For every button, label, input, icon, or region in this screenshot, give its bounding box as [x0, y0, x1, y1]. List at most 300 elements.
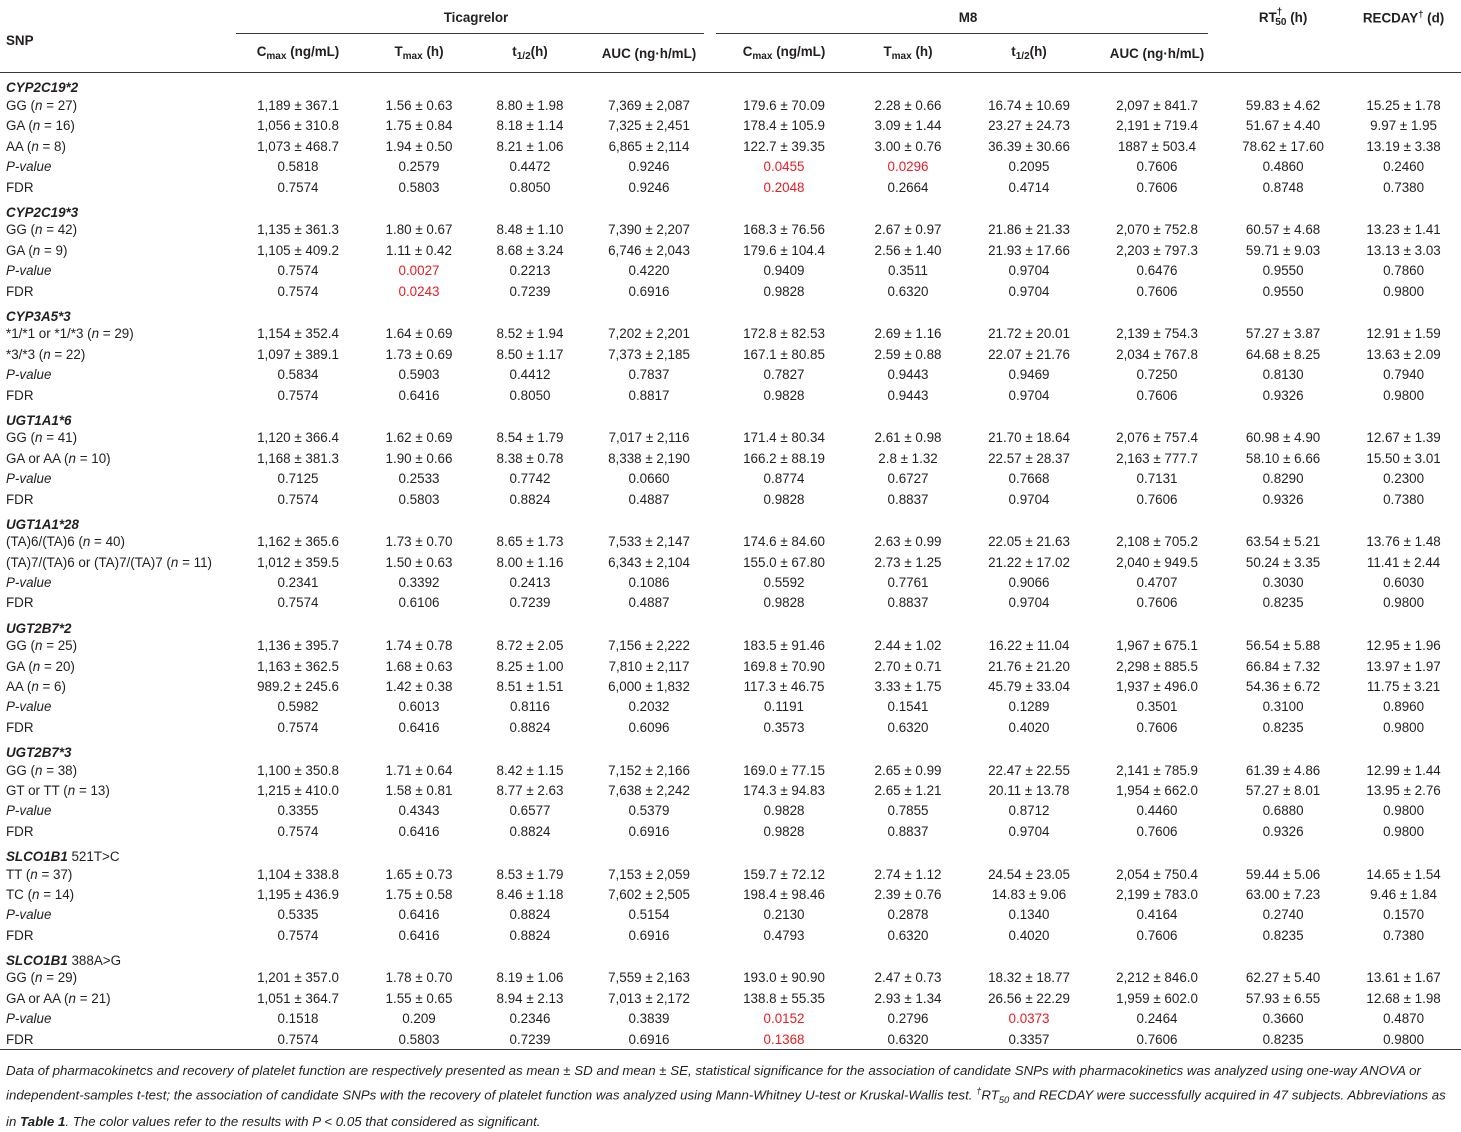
table-cell: 0.7239 — [478, 1029, 582, 1050]
table-cell: 1,937 ± 496.0 — [1116, 679, 1198, 695]
row-label — [0, 717, 236, 737]
table-row — [0, 136, 1461, 156]
table-cell: 57.27 ± 8.01 — [1245, 782, 1321, 798]
row-label-text: *1/*1 or *1/*3 ( — [6, 326, 92, 342]
table-cell: 7,369 ± 2,087 — [608, 98, 690, 114]
row-label-count: = 27) — [42, 98, 78, 114]
table-cell: 6,746 ± 2,043 — [608, 242, 690, 258]
row-label-n: n — [35, 762, 43, 778]
table-footnote: Data of pharmacokinetcs and recovery of platelet function are respectively presented as mean ± SD and mean ± SE, statistical significance for the association of candidate SNPs with pharmacokinetics was analyzed using one-way ANOVA or independent-samples t-test; the association of candidate SNPs with the recovery of platelet function was analyzed using Mann-Whitney U-test or Kruskal-Wallis test. $^\dagger RT_{50}$ and RECDAY were successfully acquired in 47 subjects. Abbreviations as in Table 1. The color values refer to the results with P < 0.05 that considered as significant. — [6, 1063, 1446, 1130]
table-cell: 59.83 ± 4.62 — [1245, 98, 1321, 114]
table-cell: 0.2579 — [398, 159, 440, 175]
snp-group-row — [0, 738, 1461, 760]
table-cell: 0.1340 — [1008, 907, 1050, 923]
row-label — [0, 593, 236, 613]
table-cell: 0.7574 — [277, 595, 319, 611]
table-cell: 0.8290 — [1262, 471, 1304, 487]
table-cell: 0.6916 — [628, 927, 670, 943]
row-label-text: FDR — [6, 595, 34, 611]
table-cell: 0.9704 — [1008, 823, 1050, 839]
table-cell: 2.65 ± 0.99 — [874, 762, 942, 778]
table-cell: 0.7860 — [1383, 263, 1425, 279]
row-label — [0, 884, 236, 904]
row-label-text: FDR — [6, 179, 34, 195]
table-cell: 0.8824 — [509, 491, 551, 507]
row-label-count: = 29) — [42, 970, 78, 986]
snp-header: SNP — [6, 33, 34, 48]
row-label-n: n — [32, 886, 40, 902]
table-cell: 2,203 ± 797.3 — [1116, 242, 1198, 258]
table-cell: 1,195 ± 436.9 — [257, 886, 339, 902]
table-cell: 1,163 ± 362.5 — [257, 658, 339, 674]
table-cell: 2,034 ± 767.8 — [1116, 346, 1198, 362]
table-cell: 0.9326 — [1262, 387, 1304, 403]
table-cell: 2,097 ± 841.7 — [1116, 98, 1198, 114]
table-cell: 0.0243 — [398, 283, 440, 299]
table-cell: 0.7606 — [1136, 159, 1178, 175]
snp-group-row — [0, 73, 1461, 96]
table-cell: 21.72 ± 20.01 — [988, 326, 1070, 342]
table-cell: 0.6416 — [398, 907, 440, 923]
table-cell: 0.7574 — [277, 179, 319, 195]
table-cell: 8.51 ± 1.51 — [496, 679, 564, 695]
table-cell: 0.5834 — [277, 367, 319, 383]
row-label — [0, 905, 236, 925]
table-cell: 2.61 ± 0.98 — [874, 430, 942, 446]
table-cell: 1.58 ± 0.81 — [385, 782, 453, 798]
row-label-text: GG ( — [6, 762, 36, 778]
row-label — [0, 676, 236, 696]
table-row — [0, 1029, 1461, 1050]
table-cell: 0.9828 — [763, 491, 805, 507]
table-cell: 0.3660 — [1262, 1011, 1304, 1027]
table-cell: 1,136 ± 395.7 — [257, 638, 339, 654]
row-label — [0, 697, 236, 717]
table-cell: 0.0373 — [1008, 1011, 1050, 1027]
row-label-count: = 38) — [42, 762, 78, 778]
row-label — [0, 240, 236, 260]
table-cell: 0.7574 — [277, 263, 319, 279]
table-cell: 7,153 ± 2,059 — [608, 866, 690, 882]
table-cell: 2.74 ± 1.12 — [874, 866, 942, 882]
table-cell: 64.68 ± 8.25 — [1245, 346, 1321, 362]
table-cell: 0.9704 — [1008, 491, 1050, 507]
row-label-text: FDR — [6, 719, 34, 735]
table-cell: 7,638 ± 2,242 — [608, 782, 690, 798]
table-cell: 0.0660 — [628, 471, 670, 487]
table-row — [0, 281, 1461, 301]
row-label — [0, 636, 236, 656]
snp-group-row — [0, 613, 1461, 635]
table-cell: 1.50 ± 0.63 — [385, 554, 453, 570]
table-cell: 0.1368 — [716, 1029, 852, 1050]
row-label-text: (TA)7/(TA)6 or (TA)7/(TA)7 ( — [6, 554, 171, 570]
table-cell: 0.6880 — [1262, 803, 1304, 819]
table-cell: 0.7742 — [509, 471, 551, 487]
table-cell: 2.67 ± 0.97 — [874, 222, 942, 238]
table-cell: 0.8235 — [1262, 595, 1304, 611]
table-cell: 0.2048 — [763, 179, 805, 195]
snp-group-row — [0, 841, 1461, 863]
snp-group-name: UGT2B7*2 — [6, 620, 72, 636]
table-cell: 0.8235 — [1262, 927, 1304, 943]
table-cell: 60.57 ± 4.68 — [1245, 222, 1321, 238]
table-cell: 61.39 ± 4.86 — [1245, 762, 1321, 778]
snp-group-label — [0, 509, 1461, 531]
row-label-n: n — [35, 970, 43, 986]
table-cell: 2.65 ± 1.21 — [874, 782, 942, 798]
snp-group-suffix: 521T>C — [67, 848, 120, 864]
rt50-header: $RT^\dagger_{50}$ (h) — [1258, 6, 1308, 28]
table-cell: 0.5592 — [763, 575, 805, 591]
table-cell: 0.8817 — [628, 387, 670, 403]
table-row — [0, 656, 1461, 676]
snp-group-name: UGT1A1*6 — [6, 412, 72, 428]
row-label — [0, 177, 236, 197]
snp-group-label — [0, 73, 1461, 96]
table-cell: 13.13 ± 3.03 — [1366, 242, 1441, 258]
table-cell: 0.8235 — [1220, 1029, 1346, 1050]
tica-cmax-header: $C_{max}$ (ng/mL) — [256, 44, 340, 62]
row-label-text: GA ( — [6, 118, 33, 134]
table-row — [0, 261, 1461, 281]
table-cell: 174.3 ± 94.83 — [743, 782, 825, 798]
table-cell: 0.9246 — [628, 159, 670, 175]
table-cell: 7,602 ± 2,505 — [608, 886, 690, 902]
table-cell: 0.9828 — [763, 803, 805, 819]
table-cell: 167.1 ± 80.85 — [743, 346, 825, 362]
row-label-n: n — [67, 782, 76, 798]
table-cell: 8.53 ± 1.79 — [496, 866, 564, 882]
snp-group-name: SLCO1B1 — [6, 952, 68, 968]
table-cell: 3.00 ± 0.76 — [874, 138, 942, 154]
table-cell: 2.39 ± 0.76 — [874, 886, 942, 902]
table-cell: 7,559 ± 2,163 — [608, 970, 690, 986]
row-label-n: n — [170, 554, 179, 570]
row-label — [0, 261, 236, 281]
table-cell: 0.4220 — [628, 263, 670, 279]
table-cell: 0.1518 — [277, 1011, 319, 1027]
row-label-text: P-value — [6, 1011, 52, 1027]
table-cell: 0.5803 — [360, 1029, 478, 1050]
table-cell: 0.7380 — [1383, 491, 1425, 507]
table-cell: 0.9800 — [1383, 595, 1425, 611]
table-cell: 13.19 ± 3.38 — [1366, 138, 1441, 154]
table-row — [0, 552, 1461, 572]
table-cell: 13.97 ± 1.97 — [1366, 658, 1441, 674]
table-row — [0, 116, 1461, 136]
row-label-n: n — [68, 990, 76, 1006]
row-label — [0, 324, 236, 344]
table-cell: 2.28 ± 0.66 — [874, 98, 942, 114]
table-cell: 0.8116 — [510, 699, 550, 715]
table-cell: 8.19 ± 1.06 — [496, 970, 564, 986]
table-row — [0, 448, 1461, 468]
snp-group-row — [0, 945, 1461, 967]
row-label-text: P-value — [6, 699, 52, 715]
row-label-text: TT ( — [6, 866, 31, 882]
snp-group-label — [0, 301, 1461, 323]
table-cell: 6,865 ± 2,114 — [608, 138, 690, 154]
m8-cmax-header: $C_{max}$ (ng/mL) — [742, 44, 826, 62]
table-row — [0, 780, 1461, 800]
table-cell: 0.9443 — [887, 387, 929, 403]
row-label-text: GA ( — [6, 242, 33, 258]
table-cell: 2,163 ± 777.7 — [1116, 450, 1198, 466]
table-cell: 1,105 ± 409.2 — [257, 242, 339, 258]
table-cell: 59.71 ± 9.03 — [1245, 242, 1321, 258]
table-cell: 9.46 ± 1.84 — [1370, 886, 1438, 902]
table-cell: 0.5818 — [277, 159, 319, 175]
table-cell: 0.4860 — [1262, 159, 1304, 175]
table-cell: 22.47 ± 22.55 — [988, 762, 1070, 778]
table-cell: 1.74 ± 0.78 — [385, 638, 453, 654]
row-label-n: n — [82, 534, 91, 550]
table-cell: 0.2740 — [1262, 907, 1304, 923]
table-cell: 1,104 ± 338.8 — [257, 866, 339, 882]
table-cell: 0.9704 — [1008, 283, 1050, 299]
table-cell: 1.65 ± 0.73 — [385, 866, 453, 882]
tica-tmax-header: $T_{max}$ (h) — [394, 44, 444, 62]
table-row — [0, 697, 1461, 717]
table-cell: 0.5982 — [277, 699, 319, 715]
row-label — [0, 95, 236, 115]
table-cell: 1.78 ± 0.70 — [385, 970, 453, 986]
row-label-count: = 8) — [38, 138, 66, 154]
tica-auc-header: AUC (ng·h/mL) — [601, 45, 697, 61]
table-cell: 0.2460 — [1383, 159, 1425, 175]
table-cell: 2.44 ± 1.02 — [874, 638, 942, 654]
table-cell: 0.5154 — [628, 907, 670, 923]
row-label-text: GG ( — [6, 970, 36, 986]
table-row — [0, 532, 1461, 552]
snp-group-label — [0, 405, 1461, 427]
table-cell: 0.2464 — [1136, 1011, 1178, 1027]
table-cell: 12.91 ± 1.59 — [1366, 326, 1441, 342]
row-label-n: n — [32, 658, 41, 674]
snp-group-row — [0, 405, 1461, 427]
table-cell: 0.9800 — [1383, 719, 1425, 735]
table-cell: 2.59 ± 0.88 — [874, 346, 942, 362]
row-label-text: GA ( — [6, 658, 33, 674]
table-cell: 0.3573 — [763, 719, 805, 735]
table-cell: 0.5803 — [398, 179, 440, 195]
snp-group-row — [0, 509, 1461, 531]
row-label-n: n — [43, 346, 51, 362]
table-cell: 8.80 ± 1.98 — [496, 98, 564, 114]
table-cell: 0.8050 — [509, 179, 551, 195]
table-cell: 78.62 ± 17.60 — [1242, 138, 1324, 154]
table-cell: 2.63 ± 0.99 — [874, 534, 942, 550]
table-cell: 0.9828 — [763, 595, 805, 611]
table-cell: 20.11 ± 13.78 — [988, 782, 1070, 798]
row-label-count: = 42) — [42, 222, 78, 238]
table-body — [0, 73, 1461, 1050]
table-cell: 12.95 ± 1.96 — [1366, 638, 1441, 654]
table-cell: 0.9800 — [1383, 803, 1425, 819]
table-cell: 2,054 ± 750.4 — [1116, 866, 1198, 882]
table-cell: 7,533 ± 2,147 — [608, 534, 690, 550]
table-cell: 0.7380 — [1383, 179, 1425, 195]
table-cell: 7,152 ± 2,166 — [608, 762, 690, 778]
row-label-n: n — [68, 450, 76, 466]
m8-header: M8 — [716, 0, 1220, 34]
table-cell: 0.7855 — [887, 803, 929, 819]
table-cell: 62.27 ± 5.40 — [1245, 970, 1321, 986]
table-cell: 172.8 ± 82.53 — [743, 326, 825, 342]
table-cell: 11.75 ± 3.21 — [1366, 679, 1441, 695]
table-cell: 1.11 ± 0.42 — [386, 242, 452, 258]
table-cell: 0.9550 — [1262, 263, 1304, 279]
table-row — [0, 240, 1461, 260]
table-cell: 0.7125 — [277, 471, 319, 487]
row-label-count: = 10) — [75, 450, 111, 466]
table-cell: 1.73 ± 0.70 — [385, 534, 453, 550]
table-cell: 2,298 ± 885.5 — [1116, 658, 1198, 674]
table-cell: 8.48 ± 1.10 — [496, 222, 564, 238]
row-label — [0, 780, 236, 800]
table-cell: 0.6320 — [852, 1029, 964, 1050]
table-cell: 1,189 ± 367.1 — [257, 98, 339, 114]
table-cell: 0.6916 — [628, 823, 670, 839]
table-cell: 0.8960 — [1383, 699, 1425, 715]
table-cell: 7,390 ± 2,207 — [608, 222, 690, 238]
table-cell: 56.54 ± 5.88 — [1245, 638, 1321, 654]
row-label-count: = 11) — [178, 554, 212, 570]
table-cell: 117.3 ± 46.75 — [743, 679, 825, 695]
row-label-count: = 16) — [40, 118, 75, 134]
row-label — [0, 136, 236, 156]
table-cell: 0.7837 — [628, 367, 670, 383]
table-cell: 6,343 ± 2,104 — [608, 554, 690, 570]
row-label — [0, 821, 236, 841]
table-cell: 169.8 ± 70.90 — [743, 658, 825, 674]
table-cell: 0.0027 — [398, 263, 440, 279]
row-label-n: n — [31, 679, 39, 695]
table-cell: 16.22 ± 11.04 — [988, 638, 1070, 654]
table-cell: 0.6013 — [398, 699, 440, 715]
table-cell: 0.3357 — [964, 1029, 1094, 1050]
table-cell: 8.77 ± 2.63 — [496, 782, 564, 798]
table-cell: 1,954 ± 662.0 — [1116, 782, 1198, 798]
table-cell: 0.6096 — [628, 719, 670, 735]
table-cell: 0.7606 — [1136, 387, 1178, 403]
table-cell: 0.7761 — [887, 575, 929, 591]
row-label — [0, 864, 236, 884]
table-cell: 0.6416 — [398, 387, 440, 403]
table-cell: 9.97 ± 1.95 — [1370, 118, 1438, 134]
table-cell: 2,139 ± 754.3 — [1116, 326, 1198, 342]
table-cell: 0.7574 — [277, 927, 319, 943]
row-label — [0, 1029, 236, 1050]
table-cell: 0.8824 — [509, 927, 551, 943]
table-cell: 8.68 ± 3.24 — [496, 242, 564, 258]
row-label-count: = 13) — [75, 782, 110, 798]
table-cell: 0.8824 — [509, 907, 551, 923]
table-cell: 159.7 ± 72.12 — [743, 866, 825, 882]
table-row — [0, 489, 1461, 509]
table-cell: 59.44 ± 5.06 — [1245, 866, 1321, 882]
table-row — [0, 177, 1461, 197]
table-cell: 0.9066 — [1008, 575, 1050, 591]
table-cell: 122.7 ± 39.35 — [743, 138, 825, 154]
table-cell: 1,097 ± 389.1 — [257, 346, 339, 362]
table-row — [0, 468, 1461, 488]
row-label-count: = 37) — [37, 866, 73, 882]
header-row-top — [0, 0, 1461, 34]
table-cell: 0.8748 — [1262, 179, 1304, 195]
table-cell: 168.3 ± 76.56 — [743, 222, 825, 238]
row-label — [0, 1009, 236, 1029]
table-cell: 7,017 ± 2,116 — [608, 430, 690, 446]
table-cell: 0.7827 — [763, 367, 805, 383]
row-label-text: GT or TT ( — [6, 782, 68, 798]
m8-tmax-header: $T_{max}$ (h) — [883, 44, 933, 62]
table-cell: 0.7574 — [277, 719, 319, 735]
table-cell: 1.56 ± 0.63 — [385, 98, 453, 114]
table-cell: 0.9800 — [1346, 1029, 1461, 1050]
table-cell: 13.23 ± 1.41 — [1366, 222, 1441, 238]
table-cell: 0.8824 — [509, 719, 551, 735]
table-cell: 0.3355 — [277, 803, 319, 819]
table-cell: 7,013 ± 2,172 — [608, 990, 690, 1006]
table-cell: 0.4714 — [1008, 179, 1050, 195]
table-cell: 2.56 ± 1.40 — [874, 242, 942, 258]
snp-group-row — [0, 301, 1461, 323]
row-label — [0, 116, 236, 136]
row-label-text: FDR — [6, 283, 34, 299]
row-label — [0, 281, 236, 301]
snp-group-name: CYP2C19*3 — [6, 204, 79, 220]
table-cell: 2,040 ± 949.5 — [1116, 554, 1198, 570]
table-cell: 169.0 ± 77.15 — [743, 762, 825, 778]
table-cell: 0.7940 — [1383, 367, 1425, 383]
table-cell: 22.57 ± 28.37 — [988, 450, 1070, 466]
table-cell: 8.21 ± 1.06 — [496, 138, 564, 154]
table-cell: 63.00 ± 7.23 — [1245, 886, 1321, 902]
table-cell: 0.4020 — [1008, 719, 1050, 735]
table-cell: 0.4707 — [1136, 575, 1178, 591]
row-label-n: n — [35, 222, 43, 238]
table-cell: 0.9326 — [1262, 823, 1304, 839]
table-cell: 1,100 ± 350.8 — [257, 762, 339, 778]
table-cell: 0.1191 — [764, 699, 804, 715]
row-label-count: = 29) — [99, 326, 134, 342]
table-cell: 1.68 ± 0.63 — [385, 658, 453, 674]
table-cell: 0.209 — [402, 1011, 436, 1027]
snp-group-name: SLCO1B1 — [6, 848, 68, 864]
table-cell: 0.2213 — [509, 263, 551, 279]
row-label-text: AA ( — [6, 679, 32, 695]
table-cell: 8.25 ± 1.00 — [496, 658, 564, 674]
table-cell: 1.55 ± 0.65 — [385, 990, 453, 1006]
table-cell: 179.6 ± 70.09 — [743, 98, 825, 114]
table-cell: 57.27 ± 3.87 — [1245, 326, 1321, 342]
table-cell: 13.63 ± 2.09 — [1366, 346, 1441, 362]
table-cell: 26.56 ± 22.29 — [988, 990, 1070, 1006]
table-cell: 0.2664 — [887, 179, 929, 195]
row-label-text: GG ( — [6, 222, 36, 238]
row-label-text: P-value — [6, 907, 52, 923]
table-cell: 0.5903 — [398, 367, 440, 383]
table-cell: 0.2130 — [763, 907, 805, 923]
table-cell: 0.8050 — [509, 387, 551, 403]
row-label — [0, 157, 236, 177]
table-cell: 0.7239 — [509, 283, 551, 299]
table-cell: 0.2032 — [628, 699, 670, 715]
table-cell: 0.2796 — [887, 1011, 929, 1027]
table-cell: 2.70 ± 0.71 — [874, 658, 942, 674]
